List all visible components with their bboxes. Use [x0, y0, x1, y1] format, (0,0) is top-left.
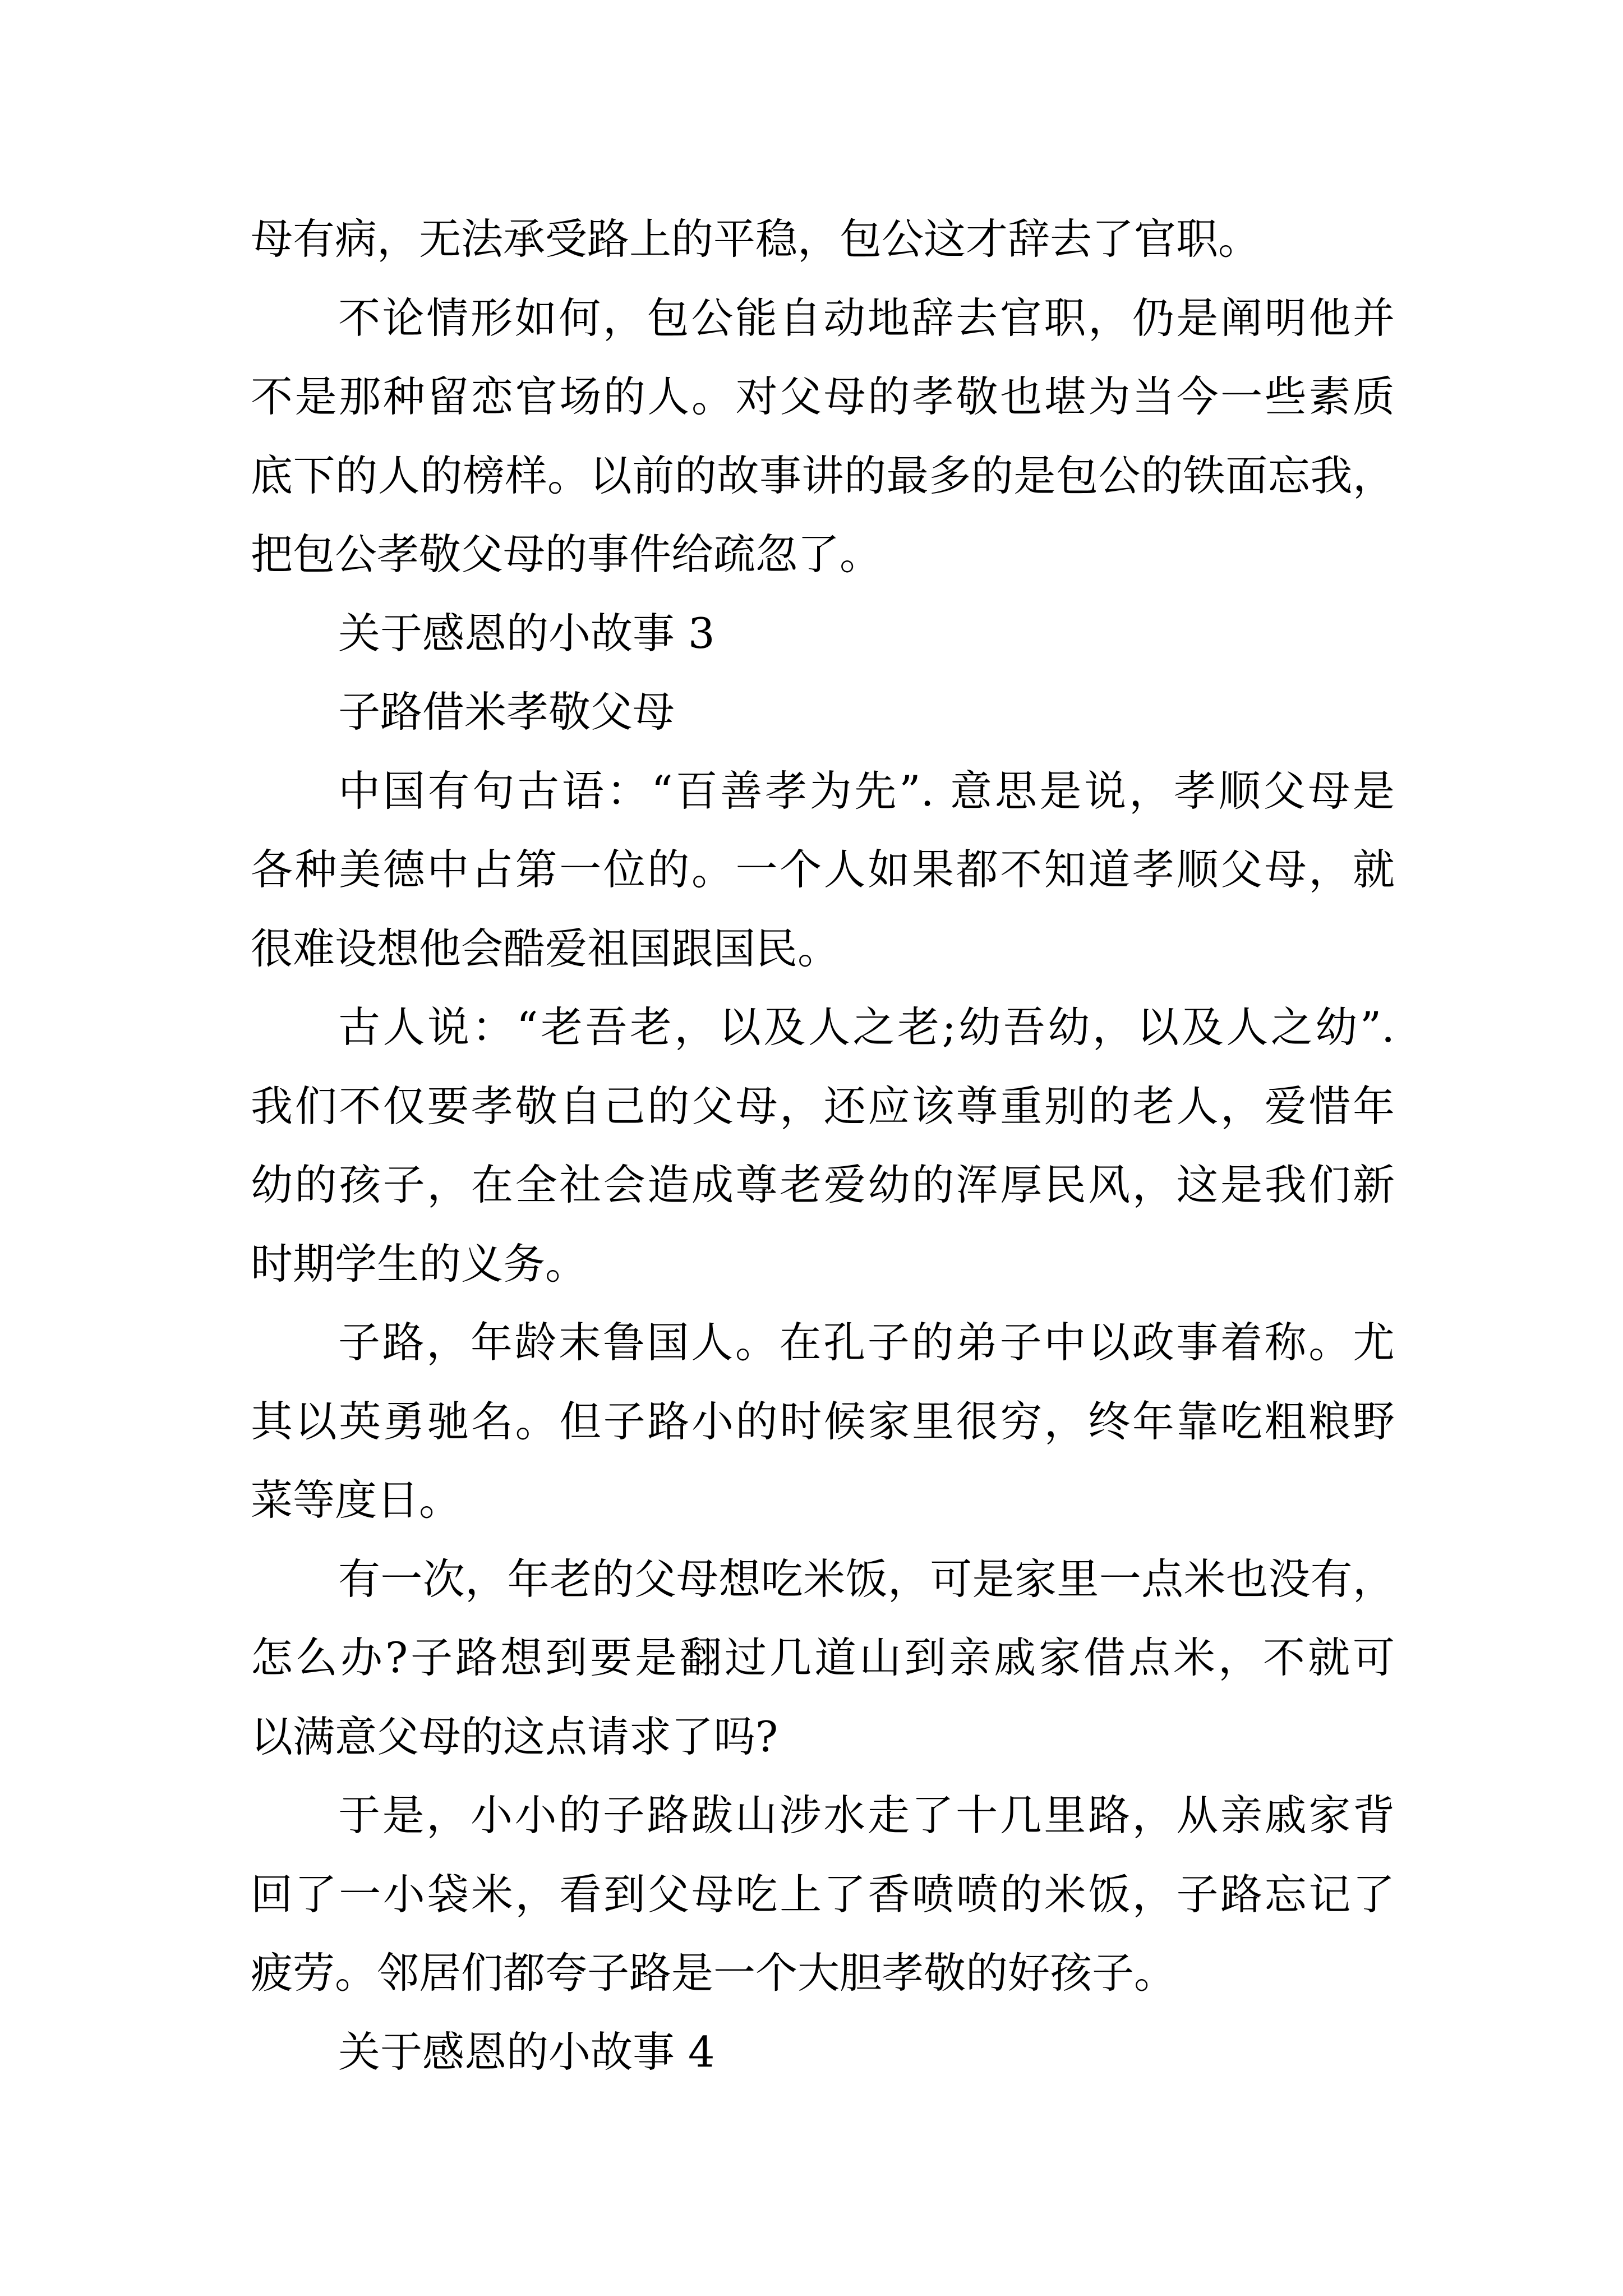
paragraph-line: 疲劳。邻居们都夸子路是一个大胆孝敬的好孩子。	[251, 1948, 1177, 1998]
paragraph-line: 有一次，年老的父母想吃米饭，可是家里一点米也没有，	[338, 1554, 1395, 1604]
paragraph-line: 以满意父母的这点请求了吗?	[251, 1711, 778, 1761]
paragraph	[251, 1303, 1395, 1540]
paragraph	[251, 279, 1395, 594]
section-heading: 关于感恩的小故事 3	[338, 608, 715, 658]
paragraph-line: 底下的人的榜样。以前的故事讲的最多的是包公的铁面忘我，	[251, 450, 1395, 500]
paragraph-line: 中国有句古语：“百善孝为先”. 意思是说，孝顺父母是	[338, 766, 1395, 816]
story-title: 子路借米孝敬父母	[338, 687, 675, 737]
document-body	[251, 200, 1395, 2091]
paragraph-line: 各种美德中占第一位的。一个人如果都不知道孝顺父母，就	[251, 845, 1395, 894]
paragraph	[251, 988, 1395, 1303]
paragraph-line: 古人说：“老吾老，以及人之老;幼吾幼，以及人之幼”.	[338, 1002, 1395, 1052]
paragraph-line: 幼的孩子，在全社会造成尊老爱幼的浑厚民风，这是我们新	[251, 1160, 1395, 1209]
paragraph-line: 把包公孝敬父母的事件给疏忽了。	[251, 530, 882, 579]
paragraph	[251, 752, 1395, 988]
paragraph-line: 其以英勇驰名。但子路小的时候家里很穷，终年靠吃粗粮野	[251, 1396, 1395, 1446]
paragraph-line: 怎么办?子路想到要是翻过几道山到亲戚家借点米，不就可	[251, 1633, 1395, 1682]
section-heading: 关于感恩的小故事 4	[338, 2027, 715, 2077]
paragraph-line: 回了一小袋米，看到父母吃上了香喷喷的米饭，子路忘记了	[251, 1869, 1395, 1919]
paragraph-line: 很难设想他会酷爱祖国跟国民。	[251, 923, 840, 973]
paragraph	[251, 200, 1395, 279]
paragraph-line: 菜等度日。	[251, 1475, 462, 1525]
paragraph-line: 母有病，无法承受路上的平稳，包公这才辞去了官职。	[251, 214, 1261, 264]
paragraph-line: 于是，小小的子路跋山涉水走了十几里路，从亲戚家背	[338, 1791, 1395, 1840]
paragraph-line: 时期学生的义务。	[251, 1239, 588, 1289]
paragraph-line: 我们不仅要孝敬自己的父母，还应该尊重别的老人，爱惜年	[251, 1081, 1395, 1131]
paragraph-line: 不论情形如何，包公能自动地辞去官职，仍是阐明他并	[338, 293, 1395, 343]
paragraph	[251, 1540, 1395, 1777]
paragraph	[251, 1776, 1395, 2013]
paragraph-line: 不是那种留恋官场的人。对父母的孝敬也堪为当今一些素质	[251, 372, 1395, 421]
paragraph-line: 子路，年龄末鲁国人。在孔子的弟子中以政事着称。尤	[338, 1318, 1395, 1367]
